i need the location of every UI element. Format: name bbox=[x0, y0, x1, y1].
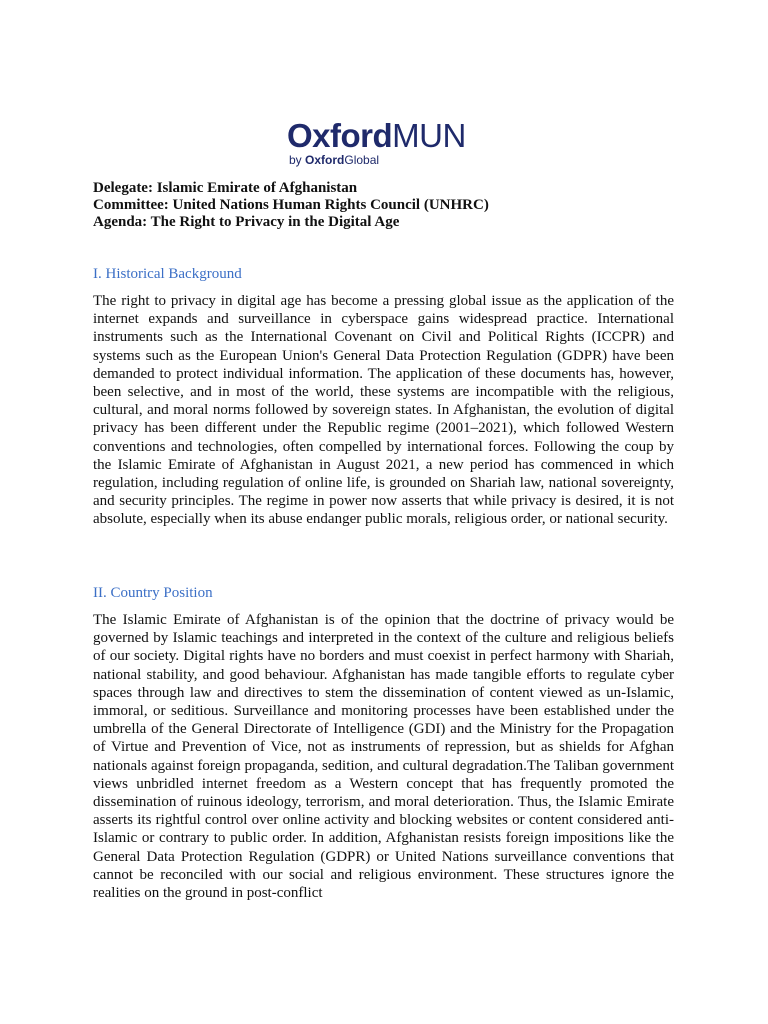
logo-tagline-suffix: Global bbox=[344, 153, 380, 167]
logo-wordmark bbox=[287, 118, 497, 154]
agenda-line: Agenda: The Right to Privacy in the Digital Age bbox=[93, 214, 400, 230]
logo-wordmark-light: MUN bbox=[392, 117, 466, 154]
section-heading-country-position: II. Country Position bbox=[93, 585, 213, 601]
delegate-line: Delegate: Islamic Emirate of Afghanistan bbox=[93, 180, 358, 196]
oxfordmun-logo bbox=[287, 118, 497, 166]
logo-wordmark-bold: Oxford bbox=[287, 117, 393, 154]
section-body-country-position: The Islamic Emirate of Afghanistan is of the opinion that the doctrine of privacy would be governed by Islamic teachings and interpreted in the context of the culture and religious beliefs of our society. Digital rights have no borders and must coexist in perfect harmony with Shariah, national stability, and good behaviour. Afghanistan has made tangible efforts to regulate cyber spaces through law and directives to stem the dissemination of content viewed as un-Islamic, immoral, or seditious. Surveillance and monitoring processes have been established under the umbrella of the General Directorate of Intelligence (GDI) and the Ministry for the Propagation of Virtue and Prevention of Vice, not as instruments of repression, but as shields for Afghan nationals against foreign propaganda, sedition, and cultural degradation.The Taliban government views unbridled internet freedom as a Western concept that has frequently promoted the dissemination of ruinous ideology, terrorism, and moral deterioration. Thus, the Islamic Emirate asserts its rightful control over online activity and blocking websites or content considered anti-Islamic or contrary to public order. In addition, Afghanistan resists foreign impositions like the General Data Protection Regulation (GDPR) or United Nations surveillance conventions that cannot be reconciled with our social and religious environment. These structures ignore the realities on the ground in post-conflict bbox=[93, 612, 674, 902]
committee-line: Committee: United Nations Human Rights Council (UNHRC) bbox=[93, 197, 489, 213]
logo-tagline-prefix: by bbox=[289, 153, 306, 167]
section-body-historical-background: The right to privacy in digital age has become a pressing global issue as the application of the internet expands and surveillance in cyberspace gains widespread practice. International instruments such as the International Covenant on Civil and Political Rights (ICCPR) and systems such as the European Union's General Data Protection Regulation (GDPR) have been demanded to protect individual information. The application of these documents has, however, been selective, and in most of the world, these systems are incompatible with the religious, cultural, and moral norms followed by sovereign states. In Afghanistan, the evolution of digital privacy has been different under the Republic regime (2001–2021), which followed Western conventions and technologies, often compelled by international forces. Following the coup by the Islamic Emirate of Afghanistan in August 2021, a new period has commenced in which regulation, including regulation of online life, is grounded on Shariah law, national sovereignty, and security principles. The regime in power now asserts that while privacy is desired, it is not absolute, especially when its abuse endanger public morals, religious order, or national security. bbox=[93, 293, 674, 528]
section-heading-historical-background: I. Historical Background bbox=[93, 266, 242, 282]
document-header bbox=[93, 180, 683, 231]
logo-tagline-bold: Oxford bbox=[305, 153, 345, 167]
logo-tagline bbox=[289, 154, 497, 166]
